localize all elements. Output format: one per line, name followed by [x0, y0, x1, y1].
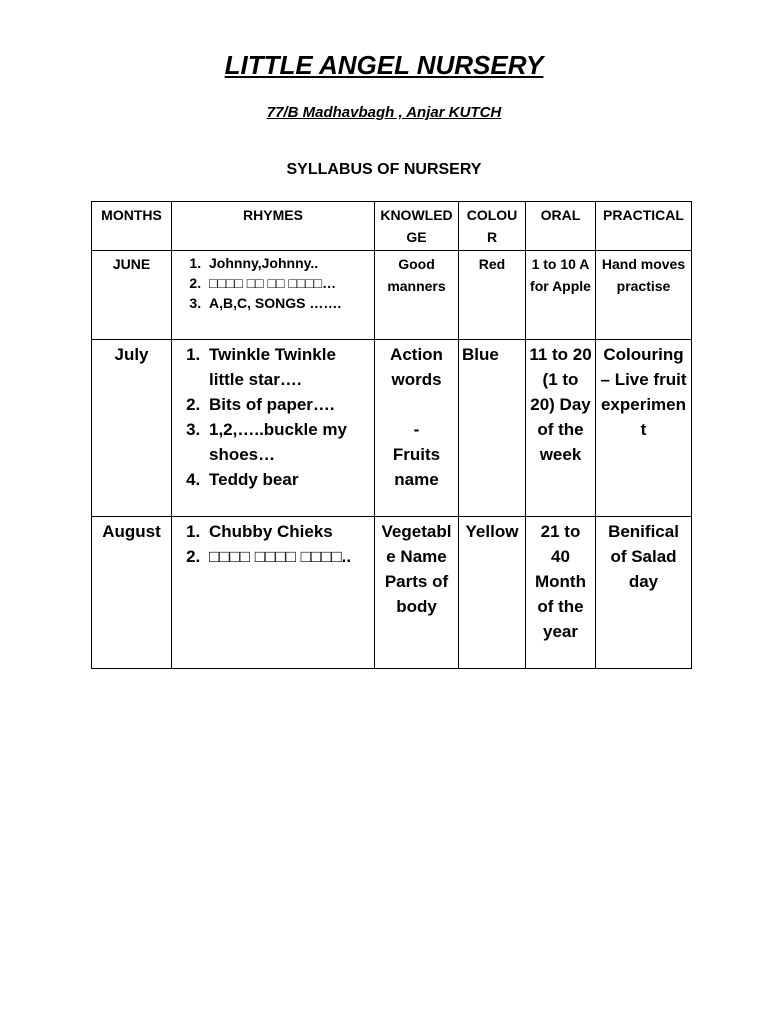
oral-cell: 1 to 10 A for Apple: [526, 251, 596, 340]
header-months: MONTHS: [92, 202, 172, 251]
table-row: [92, 517, 692, 669]
page-title: LITTLE ANGEL NURSERY: [224, 50, 544, 80]
school-address: 77/B Madhavbagh , Anjar KUTCH: [266, 104, 502, 121]
knowledge-cell: Good manners: [375, 251, 459, 340]
rhymes-cell: [172, 251, 375, 340]
list-item: 3. 1,2,…..buckle my shoes…: [205, 417, 371, 467]
colour-cell: Blue: [459, 340, 526, 517]
list-item: 2. □□□□ □□ □□ □□□□…: [205, 273, 371, 293]
practical-cell: Colouring – Live fruit experiment: [596, 340, 692, 517]
table-header-row: [92, 202, 692, 251]
list-item: 1. Johnny,Johnny..: [205, 253, 371, 273]
month-cell: JUNE: [92, 251, 172, 340]
knowledge-fruits-name: Fruits name: [392, 445, 441, 489]
rhymes-cell: [172, 340, 375, 517]
oral-cell: 11 to 20 (1 to 20) Day of the week: [526, 340, 596, 517]
practical-cell: Hand moves practise: [596, 251, 692, 340]
rhymes-cell: [172, 517, 375, 669]
header-rhymes: RHYMES: [172, 202, 375, 251]
month-cell: August: [92, 517, 172, 669]
table-row: [92, 251, 692, 340]
header-knowledge: KNOWLEDGE: [375, 202, 459, 251]
month-cell: July: [92, 340, 172, 517]
list-item: 4. Teddy bear: [205, 467, 371, 492]
list-item: 2. □□□□ □□□□ □□□□..: [205, 544, 371, 569]
practical-cell: Benifical of Salad day: [596, 517, 692, 669]
colour-cell: Yellow: [459, 517, 526, 669]
syllabus-table: [91, 201, 692, 669]
list-item: 2. Bits of paper….: [205, 392, 371, 417]
oral-cell: 21 to 40 Month of the year: [526, 517, 596, 669]
list-item: 1. Twinkle Twinkle little star….: [205, 342, 371, 392]
header-practical: PRACTICAL: [596, 202, 692, 251]
knowledge-cell: Vegetable Name Parts of body: [375, 517, 459, 669]
header-colour: COLOUR: [459, 202, 526, 251]
syllabus-heading: SYLLABUS OF NURSERY: [286, 161, 482, 178]
table-row: [92, 340, 692, 517]
knowledge-action-words: Action words: [390, 345, 443, 389]
knowledge-cell: [375, 340, 459, 517]
colour-cell: Red: [459, 251, 526, 340]
header-oral: ORAL: [526, 202, 596, 251]
knowledge-separator: -: [413, 420, 420, 439]
list-item: 1. Chubby Chieks: [205, 519, 371, 544]
list-item: 3. A,B,C, SONGS …….: [205, 293, 371, 313]
